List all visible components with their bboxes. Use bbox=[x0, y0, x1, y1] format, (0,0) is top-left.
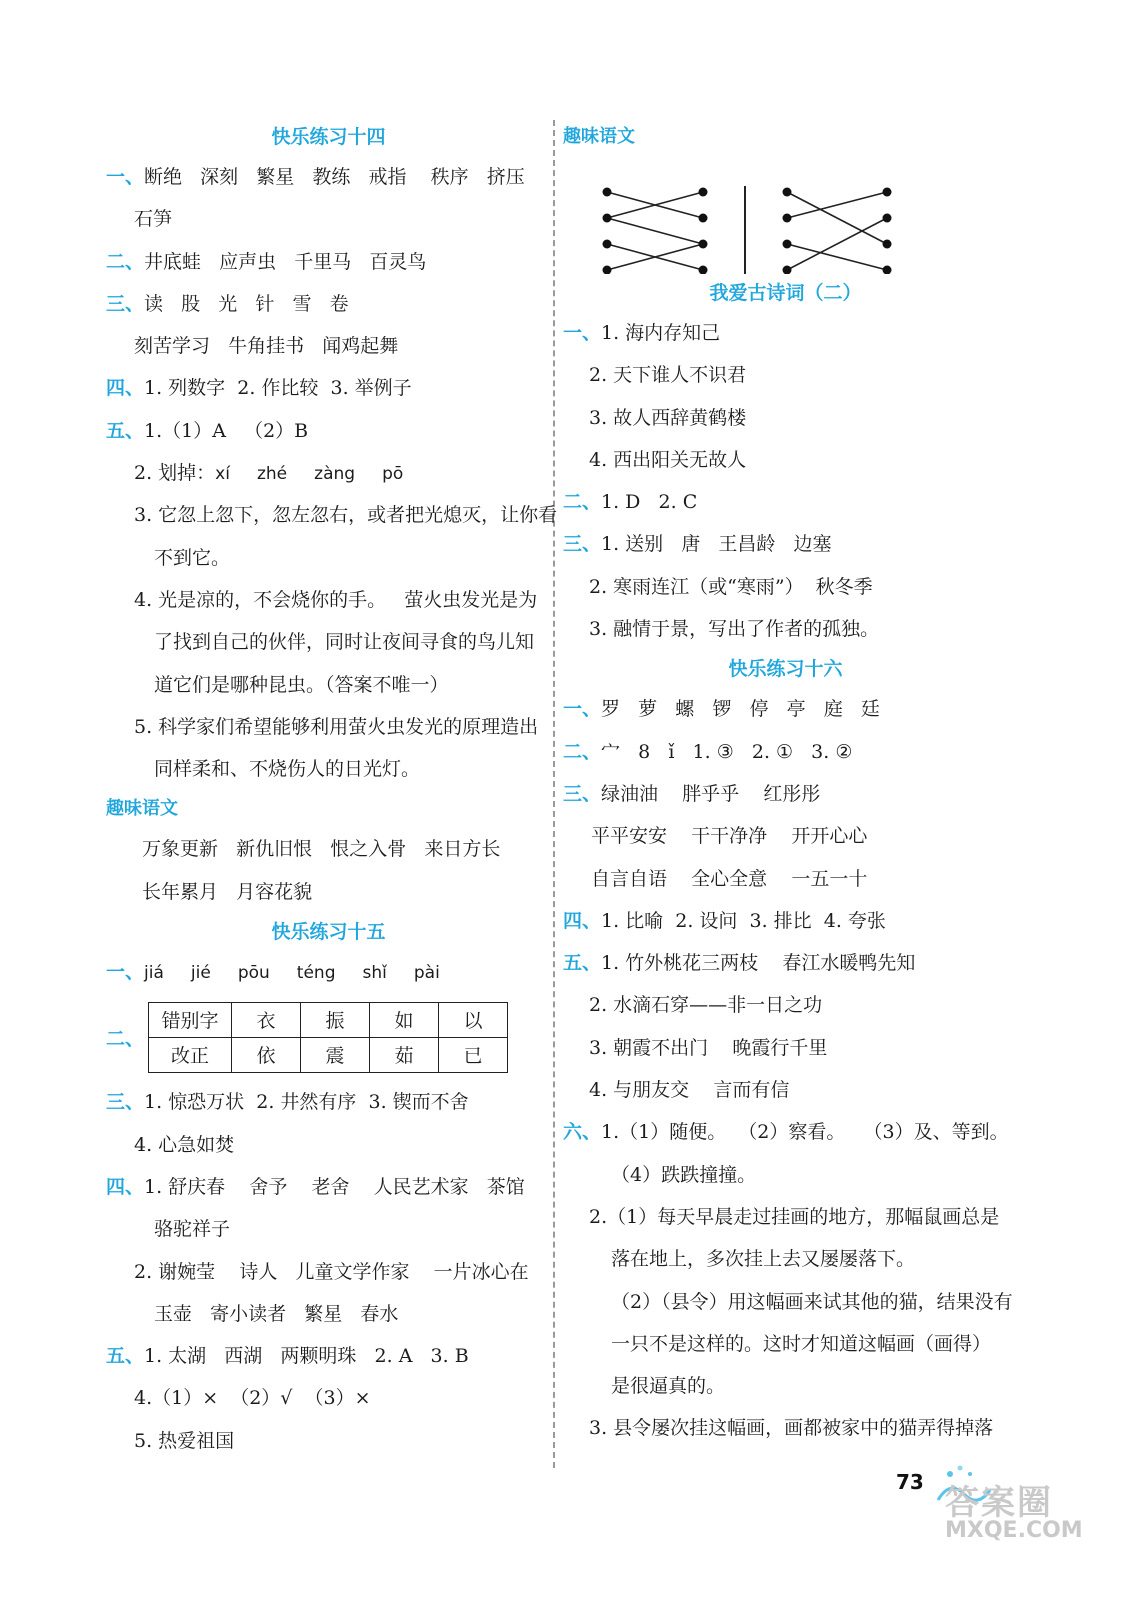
answer-line: 自言自语 全心全意 一五一十 bbox=[591, 867, 868, 890]
answer-line: 了找到自己的伙伴，同时让夜间寻食的鸟儿知 bbox=[154, 631, 535, 654]
answer-line: 4. 心急如焚 bbox=[134, 1133, 235, 1156]
answer-line: 同样柔和、不烧伤人的日光灯。 bbox=[154, 758, 421, 781]
table-cell: 依 bbox=[232, 1037, 301, 1072]
correction-table bbox=[148, 1002, 508, 1073]
answer-line: 落在地上，多次挂上去又屡屡落下。 bbox=[611, 1248, 916, 1271]
table-row bbox=[149, 1002, 508, 1037]
answer-line: 4. 西出阳关无故人 bbox=[589, 448, 747, 471]
answer-line: 石笋 bbox=[134, 208, 173, 231]
section-title-14: 快乐练习十四 bbox=[271, 126, 386, 148]
left-column bbox=[106, 118, 558, 1462]
answer-line: 四、1. 列数字 2. 作比较 3. 举例子 bbox=[106, 377, 412, 400]
matching-diagram bbox=[563, 156, 1008, 274]
answer-line: 长年累月 月容花貌 bbox=[142, 880, 313, 903]
table-cell: 振 bbox=[301, 1002, 370, 1037]
answer-line: 2. 划掉：xí zhé zàng pō bbox=[134, 462, 404, 485]
answer-line: 五、1. 太湖 西湖 两颗明珠 2. A 3. B bbox=[106, 1345, 469, 1368]
answer-line: 二、井底蛙 应声虫 千里马 百灵鸟 bbox=[106, 250, 427, 273]
section-title-15: 快乐练习十五 bbox=[271, 921, 386, 944]
question-marker: 二、 bbox=[106, 1027, 145, 1050]
answer-line: （4）跌跌撞撞。 bbox=[611, 1163, 757, 1186]
answer-line: 一、断绝 深刻 繁星 教练 戒指 秩序 挤压 bbox=[106, 166, 525, 188]
answer-line: 玉壶 寄小读者 繁星 春水 bbox=[154, 1302, 399, 1325]
table-cell: 震 bbox=[301, 1037, 370, 1072]
table-cell: 衣 bbox=[232, 1002, 301, 1037]
answer-line: 五、1.（1）A （2）B bbox=[106, 419, 309, 442]
answer-line: 2. 天下谁人不识君 bbox=[589, 364, 747, 387]
table-cell: 改正 bbox=[149, 1037, 232, 1072]
answer-line: 3. 融情于景，写出了作者的孤独。 bbox=[589, 618, 880, 641]
table-cell: 茹 bbox=[370, 1037, 439, 1072]
section-title-16: 快乐练习十六 bbox=[728, 658, 843, 681]
table-cell: 错别字 bbox=[149, 1002, 232, 1037]
answer-line: 三、1. 惊恐万状 2. 井然有序 3. 锲而不舍 bbox=[106, 1091, 469, 1114]
answer-line: 六、1.（1）随便。 （2）察看。 （3）及、等到。 bbox=[563, 1121, 1009, 1144]
table-cell: 如 bbox=[370, 1002, 439, 1037]
right-column bbox=[563, 118, 1013, 1450]
section-title-poem: 我爱古诗词（二） bbox=[709, 282, 862, 304]
watermark-line: MXQE.COM bbox=[945, 1518, 1083, 1543]
answer-line: 4.（1）× （2）√ （3）× bbox=[134, 1387, 371, 1410]
answer-line: 4. 与朋友交 言而有信 bbox=[589, 1079, 790, 1102]
answer-line: 3. 故人西辞黄鹤楼 bbox=[589, 406, 747, 429]
correction-block bbox=[106, 993, 551, 1081]
answer-line: 一、罗 萝 螺 锣 停 亭 庭 廷 bbox=[563, 698, 880, 721]
answer-line: 5. 科学家们希望能够利用萤火虫发光的原理造出 bbox=[134, 715, 539, 738]
fun-chinese-title: 趣味语文 bbox=[106, 798, 178, 820]
table-cell: 以 bbox=[439, 1002, 508, 1037]
table-cell: 已 bbox=[439, 1037, 508, 1072]
answer-line: 是很逼真的。 bbox=[611, 1375, 726, 1398]
answer-line: 2.（1）每天早晨走过挂画的地方，那幅鼠画总是 bbox=[589, 1205, 1000, 1228]
answer-line: 4. 光是凉的，不会烧你的手。 萤火虫发光是为 bbox=[134, 588, 538, 611]
answer-line: 3. 它忽上忽下，忽左忽右，或者把光熄灭，让你看 bbox=[134, 504, 558, 527]
answer-line: 一只不是这样的。这时才知道这幅画（画得） bbox=[611, 1332, 992, 1355]
answer-line: 不到它。 bbox=[154, 546, 231, 569]
answer-line: （2）（县令）用这幅画来试其他的猫，结果没有 bbox=[611, 1290, 1013, 1313]
answer-line: 三、绿油油 胖乎乎 红彤彤 bbox=[563, 782, 821, 805]
answer-line: 5. 热爱祖国 bbox=[134, 1429, 235, 1452]
answer-line: 道它们是哪种昆虫。（答案不唯一） bbox=[154, 673, 449, 696]
answer-line: 刻苦学习 牛角挂书 闻鸡起舞 bbox=[134, 335, 399, 358]
column-divider bbox=[553, 120, 555, 1468]
answer-line: 2. 水滴石穿——非一日之功 bbox=[589, 994, 823, 1017]
answer-line: 平平安安 干干净净 开开心心 bbox=[591, 825, 868, 848]
answer-line: 万象更新 新仇旧恨 恨之入骨 来日方长 bbox=[142, 838, 501, 861]
table-row bbox=[149, 1037, 508, 1072]
fun-chinese-title: 趣味语文 bbox=[563, 126, 635, 147]
answer-line: 2. 谢婉莹 诗人 儿童文学作家 一片冰心在 bbox=[134, 1260, 529, 1283]
answer-line: 3. 县令屡次挂这幅画，画都被家中的猫弄得掉落 bbox=[589, 1417, 994, 1440]
answer-line: 二、宀 8 ǐ 1. ③ 2. ① 3. ② bbox=[563, 740, 853, 763]
page-number: 73 bbox=[896, 1470, 924, 1494]
answer-line: 二、1. D 2. C bbox=[563, 491, 698, 514]
answer-line: 一、1. 海内存知己 bbox=[563, 322, 721, 344]
answer-line: 三、1. 送别 唐 王昌龄 边塞 bbox=[563, 533, 832, 556]
answer-line: 四、1. 比喻 2. 设问 3. 排比 4. 夸张 bbox=[563, 909, 886, 932]
answer-line: 2. 寒雨连江（或“寒雨”） 秋冬季 bbox=[589, 575, 873, 598]
answer-line: 四、1. 舒庆春 舍予 老舍 人民艺术家 茶馆 bbox=[106, 1175, 525, 1198]
matching-lines-svg bbox=[563, 156, 1008, 274]
answer-line: 骆驼祥子 bbox=[154, 1218, 231, 1241]
watermark-line: 答案圈 bbox=[945, 1483, 1053, 1523]
answer-line: 三、读 股 光 针 雪 卷 bbox=[106, 292, 349, 315]
answer-line: 一、jiá jié pōu téng shǐ pài bbox=[106, 961, 440, 984]
watermark bbox=[945, 1475, 1083, 1543]
answer-line: 五、1. 竹外桃花三两枝 春江水暖鸭先知 bbox=[563, 952, 916, 975]
answer-line: 3. 朝霞不出门 晚霞行千里 bbox=[589, 1036, 828, 1059]
